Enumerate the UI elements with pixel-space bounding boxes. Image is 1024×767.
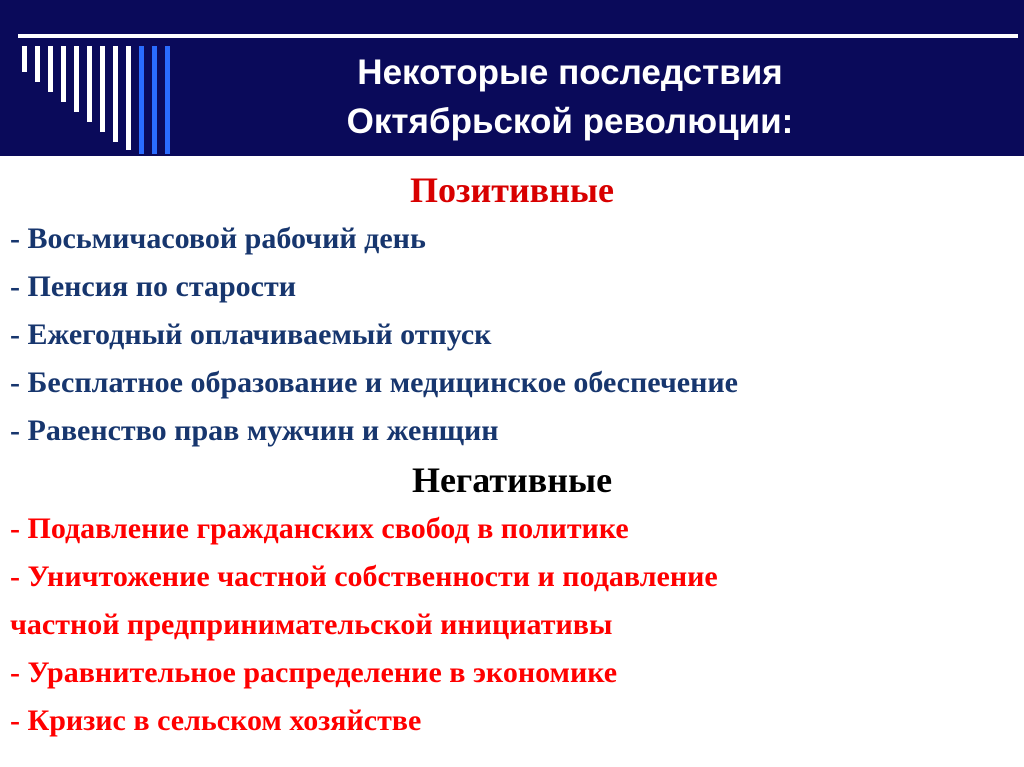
positive-item: - Восьмичасовой рабочий день — [10, 222, 426, 255]
stripe — [152, 46, 157, 154]
negative-item: - Уничтожение частной собственности и подавление — [10, 560, 718, 593]
title-line-1: Некоторые последствия — [357, 53, 783, 92]
title-line-2: Октябрьской революции: — [346, 102, 794, 141]
positive-item: - Бесплатное образование и медицинское обеспечение — [10, 366, 738, 399]
stripe — [126, 46, 131, 150]
title-banner — [0, 0, 1024, 156]
stripe — [61, 46, 66, 102]
stripe — [87, 46, 92, 122]
negative-item: частной предпринимательской инициативы — [10, 608, 613, 641]
positive-item: - Равенство прав мужчин и женщин — [10, 414, 499, 447]
banner-top-line — [18, 34, 1018, 38]
stripe — [100, 46, 105, 132]
negative-item: - Подавление гражданских свобод в политике — [10, 512, 629, 545]
stripe — [35, 46, 40, 82]
positive-heading: Позитивные — [410, 170, 614, 210]
stripe — [165, 46, 170, 154]
stripe — [22, 46, 27, 72]
stripe — [139, 46, 144, 154]
negative-heading: Негативные — [411, 460, 613, 500]
stripe — [113, 46, 118, 142]
positive-item: - Ежегодный оплачиваемый отпуск — [10, 318, 492, 351]
negative-item: - Уравнительное распределение в экономике — [10, 656, 618, 689]
negative-item: - Кризис в сельском хозяйстве — [10, 704, 422, 737]
slide-title — [190, 48, 950, 146]
stripe — [74, 46, 79, 112]
slide-body — [0, 165, 1024, 745]
stripe — [48, 46, 53, 92]
positive-item: - Пенсия по старости — [10, 270, 296, 303]
